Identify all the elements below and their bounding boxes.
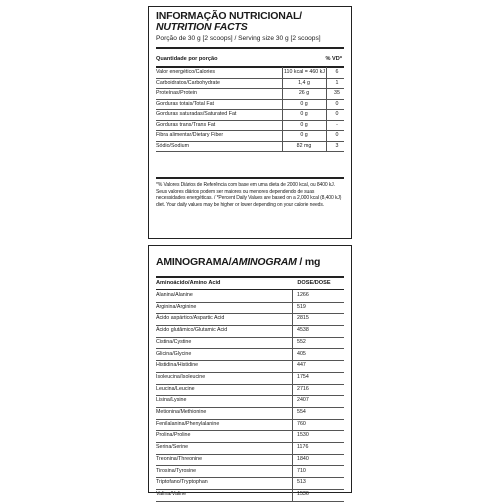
amino-acid-dose: 1530 — [297, 432, 309, 439]
amino-acid-dose: 710 — [297, 467, 306, 474]
nutrient-name: Gorduras trans/Trans Fat — [156, 121, 216, 128]
column-divider — [292, 430, 293, 442]
column-divider — [326, 120, 327, 131]
column-divider — [282, 109, 283, 120]
nutrient-name: Carboidratos/Carbohydrate — [156, 79, 220, 86]
header-daily-value: % VD* — [325, 56, 342, 62]
amino-acid-name: Metionina/Methionine — [156, 409, 207, 415]
column-divider — [292, 477, 293, 489]
nutrient-daily-value: 0 — [335, 111, 339, 117]
amino-acid-name: Ácido glutâmico/Glutamic Acid — [156, 327, 228, 334]
nutrient-quantity: 0 g — [300, 132, 308, 138]
amino-acid-name: Glicina/Glycine — [156, 350, 192, 357]
amino-acid-dose: 513 — [297, 479, 306, 486]
column-divider — [292, 302, 293, 314]
nutrient-quantity: 0 g — [300, 111, 308, 117]
nutrient-daily-value: 0 — [335, 132, 339, 138]
nutrition-title-en: NUTRITION FACTS — [156, 21, 248, 33]
column-divider — [292, 395, 293, 407]
nutrition-row — [156, 141, 344, 153]
column-divider — [292, 290, 293, 302]
nutrition-title-pt: INFORMAÇÃO NUTRICIONAL/ — [156, 10, 302, 22]
amino-acid-name: Ácido aspártico/Aspartic Acid — [156, 315, 225, 322]
column-divider — [292, 325, 293, 337]
amino-acid-dose: 552 — [297, 338, 306, 345]
amino-acid-dose: 1176 — [297, 444, 309, 451]
nutrient-quantity: 82 mg — [296, 142, 312, 149]
nutrient-quantity: 0 g — [300, 121, 308, 128]
nutrient-name: Fibra alimentar/Dietary Fiber — [156, 132, 224, 138]
column-divider — [292, 466, 293, 478]
amino-acid-dose: 1266 — [297, 292, 309, 298]
amino-acid-dose: 405 — [297, 350, 306, 357]
nutrient-daily-value: - — [336, 121, 338, 128]
column-divider — [326, 78, 327, 89]
column-divider — [292, 489, 293, 501]
column-divider — [292, 337, 293, 349]
column-divider — [292, 360, 293, 372]
header-quantity: Quantidade por porção — [156, 56, 218, 62]
nutrition-table-header — [156, 55, 344, 64]
nutrient-name: Gorduras saturadas/Saturated Fat — [156, 111, 237, 117]
nutrient-quantity: 1,4 g — [298, 79, 310, 86]
column-divider — [326, 109, 327, 120]
column-divider — [292, 313, 293, 325]
amino-acid-name: Tirosina/Tyrosine — [156, 467, 197, 474]
daily-value-footnote: *% Valores Diários de Referência com base em uma dieta de 2000 kcal, ou 8400 kJ. Seus valores diários podem ser maiores ou menores dependendo de suas necessidades energéticas. / *Percent Daily Values are based on a 2,000 kcal (8,400 kJ) diet. Your daily values may be higher or lower depending on your calorie needs. — [156, 182, 342, 208]
nutrient-name: Valor energético/Calories — [156, 69, 216, 75]
aminogram-title — [156, 256, 320, 268]
column-divider — [292, 372, 293, 384]
column-divider — [326, 67, 327, 78]
amino-acid-dose: 554 — [297, 409, 306, 415]
amino-acid-name: Leucina/Leucine — [156, 385, 195, 392]
column-divider — [292, 442, 293, 454]
header-amino-acid: Aminoácido/Amino Acid — [156, 280, 221, 286]
nutrient-daily-value: 0 — [335, 100, 339, 107]
aminogram-title-pt: AMINOGRAMA/ — [156, 256, 232, 268]
column-divider — [326, 99, 327, 110]
divider — [156, 177, 344, 179]
nutrient-name: Proteínas/Protein — [156, 90, 197, 96]
nutrient-daily-value: 6 — [335, 69, 339, 75]
amino-acid-dose: 1754 — [297, 373, 309, 380]
aminogram-title-en: AMINOGRAM — [231, 256, 297, 268]
column-divider — [292, 349, 293, 361]
column-divider — [326, 141, 327, 152]
amino-acid-name: Cistina/Cystine — [156, 338, 192, 345]
amino-acid-name: Triptofano/Tryptophan — [156, 479, 208, 486]
amino-acid-name: Fenilalanina/Phenylalanine — [156, 420, 220, 427]
column-divider — [292, 384, 293, 396]
amino-acid-dose: 760 — [297, 420, 306, 427]
nutrient-quantity: 26 g — [298, 90, 310, 96]
nutrient-name: Sódio/Sodium — [156, 142, 189, 149]
aminogram-panel — [148, 245, 352, 497]
header-dose: DOSE/DOSE — [297, 280, 331, 286]
column-divider — [282, 78, 283, 89]
column-divider — [292, 419, 293, 431]
amino-acid-name: Arginina/Arginine — [156, 303, 197, 310]
amino-acid-name: Lisina/Lysine — [156, 397, 187, 404]
column-divider — [282, 88, 283, 99]
column-divider — [292, 454, 293, 466]
nutrient-name: Gorduras totais/Total Fat — [156, 100, 214, 107]
amino-acid-name: Isoleucina/Isoleucine — [156, 373, 206, 380]
amino-acid-name: Valina/Valine — [156, 490, 187, 497]
amino-acid-name: Serina/Serine — [156, 444, 189, 451]
serving-size: Porção de 30 g [2 scoops] / Serving size 30 g [2 scoops] — [156, 35, 321, 42]
nutrient-daily-value: 3 — [335, 142, 339, 149]
amino-acid-dose: 2716 — [297, 385, 309, 392]
nutrient-quantity: 0 g — [300, 100, 308, 107]
nutrition-facts-panel — [148, 6, 352, 239]
amino-acid-dose: 2815 — [297, 315, 309, 322]
column-divider — [282, 67, 283, 78]
column-divider — [282, 130, 283, 141]
amino-acid-name: Histidina/Histidine — [156, 362, 199, 369]
amino-acid-name: Prolina/Proline — [156, 432, 191, 439]
column-divider — [326, 88, 327, 99]
divider — [156, 47, 344, 49]
amino-acid-dose: 1536 — [297, 490, 309, 497]
amino-acid-dose: 4538 — [297, 327, 309, 334]
nutrient-daily-value: 1 — [335, 79, 339, 86]
aminogram-title-unit: / mg — [296, 256, 321, 268]
amino-acid-name: Treonina/Threonine — [156, 455, 203, 462]
nutrient-daily-value: 35 — [334, 90, 340, 96]
nutrient-quantity: 110 kcal = 460 kJ — [284, 69, 325, 75]
column-divider — [282, 120, 283, 131]
column-divider — [292, 407, 293, 419]
amino-acid-dose: 447 — [297, 362, 306, 369]
column-divider — [282, 141, 283, 152]
amino-acid-name: Alanina/Alanine — [156, 292, 193, 298]
amino-acid-dose: 2407 — [297, 397, 309, 404]
divider — [156, 276, 344, 278]
column-divider — [326, 130, 327, 141]
amino-acid-dose: 519 — [297, 303, 306, 310]
amino-acid-dose: 1840 — [297, 455, 309, 462]
aminogram-table-header — [156, 279, 344, 288]
column-divider — [282, 99, 283, 110]
